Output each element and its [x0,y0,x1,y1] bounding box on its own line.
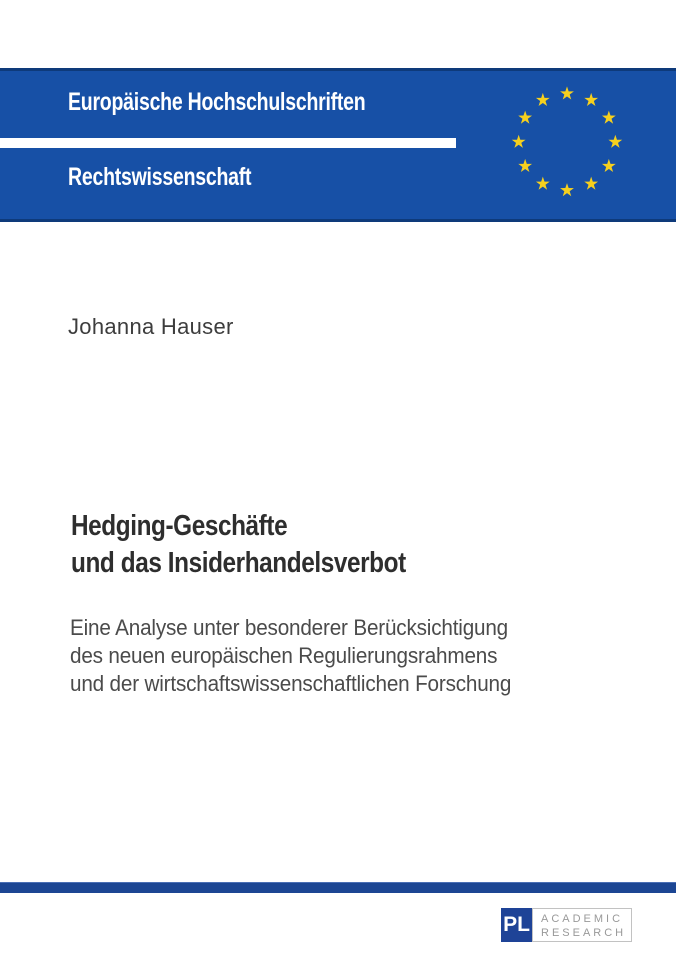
book-title [71,508,470,582]
author-name: Johanna Hauser [68,314,234,339]
publisher-logo [501,908,632,942]
book-subtitle [70,614,550,698]
publisher-name [532,908,632,942]
publisher-monogram: PL [501,908,532,942]
publisher-name-line2: RESEARCH [541,927,627,939]
book-title-line1: Hedging-Geschäfte [71,510,288,542]
banner-stripe [0,138,456,148]
book-title-line2: und das Insiderhandelsverbot [71,547,406,579]
book-subtitle-line1: Eine Analyse unter besonderer Berücksichtigung [70,615,509,640]
series-subject: Rechtswissenschaft [68,163,252,191]
series-title: Europäische Hochschulschriften [68,88,366,116]
book-subtitle-line3: und der wirtschaftswissenschaftlichen Forschung [70,671,512,696]
publisher-name-line1: ACADEMIC [541,913,624,925]
series-banner [0,68,676,222]
book-subtitle-line2: des neuen europäischen Regulierungsrahmens [70,643,498,668]
eu-stars-icon [509,84,625,200]
bottom-rule [0,882,676,893]
